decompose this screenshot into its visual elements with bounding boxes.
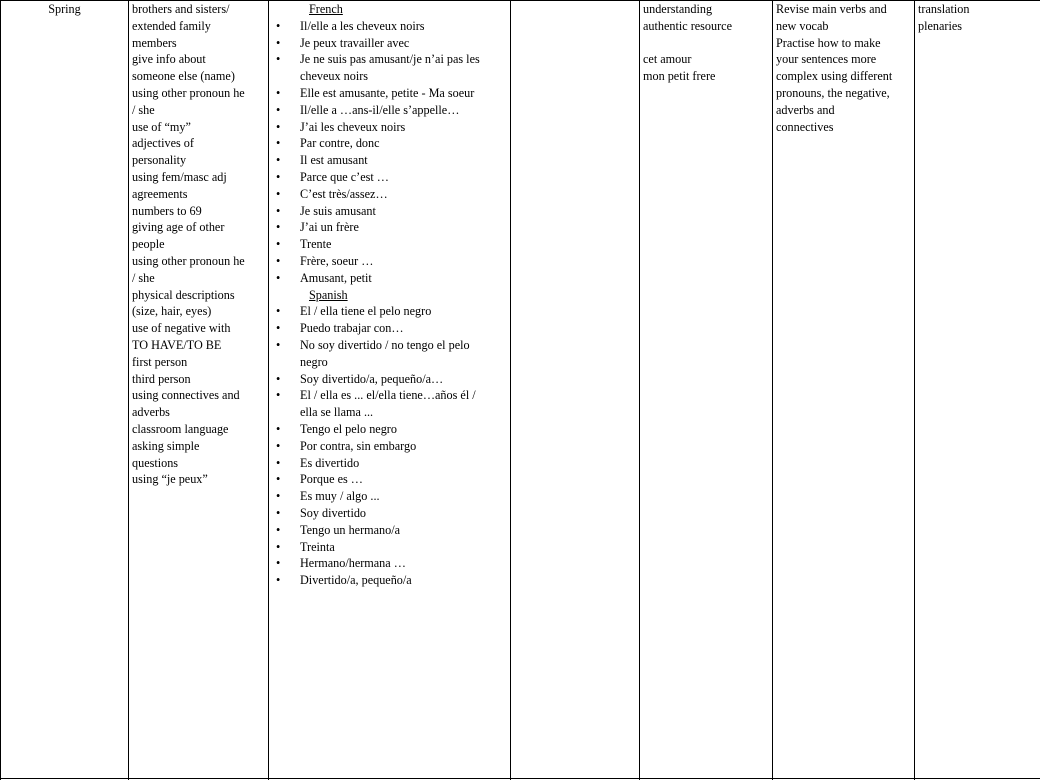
assessment-line: plenaries: [918, 18, 962, 33]
spanish-phrase-text: Tengo el pelo negro: [300, 421, 397, 436]
french-phrase-text: Amusant, petit: [300, 270, 372, 285]
spanish-phrase-text: ella se llama ...: [300, 405, 374, 420]
bullet-icon: •: [276, 388, 281, 403]
spanish-phrase: [270, 421, 508, 438]
french-phrase-list: [270, 18, 508, 287]
activity-line: complex using different: [776, 69, 893, 84]
content-line: / she: [132, 270, 155, 285]
bullet-icon: •: [276, 153, 281, 168]
column-divider: [639, 0, 640, 780]
resource-line: understanding: [643, 2, 713, 16]
bullet-icon: •: [276, 85, 281, 100]
bullet-icon: •: [276, 136, 281, 151]
spanish-phrase-text: El / ella es ... el/ella tiene…años él /: [300, 388, 476, 403]
resource-line: [643, 35, 771, 52]
spanish-phrase: [270, 555, 508, 572]
bullet-icon: •: [276, 169, 281, 184]
content-line: using other pronoun he: [132, 85, 245, 100]
bullet-icon: •: [276, 270, 281, 285]
bullet-icon: •: [276, 371, 281, 386]
content-line: adverbs: [132, 405, 170, 420]
activity-line: pronouns, the negative,: [776, 85, 890, 100]
bullet-icon: •: [276, 203, 281, 218]
table-bottom-border: [0, 778, 1040, 779]
activity-line: Practise how to make: [776, 35, 881, 50]
bullet-icon: •: [276, 539, 281, 554]
activity-line: Revise main verbs and: [776, 2, 887, 16]
french-phrase-text: Frère, soeur …: [300, 253, 374, 268]
spanish-phrase: [270, 539, 508, 556]
column-divider: [268, 0, 269, 780]
content-cell: [132, 1, 267, 488]
bullet-icon: •: [276, 573, 281, 588]
spanish-phrase: [270, 320, 508, 337]
french-phrase-text: Il/elle a les cheveux noirs: [300, 18, 425, 33]
french-phrase: [270, 270, 508, 287]
french-phrase: [270, 119, 508, 136]
content-line: using fem/masc adj: [132, 169, 227, 184]
bullet-icon: •: [276, 220, 281, 235]
spanish-phrase: [270, 572, 508, 589]
bullet-icon: •: [276, 455, 281, 470]
bullet-icon: •: [276, 337, 281, 352]
spanish-phrase: [270, 505, 508, 522]
spanish-phrase-text: Puedo trabajar con…: [300, 321, 404, 336]
bullet-icon: •: [276, 304, 281, 319]
french-phrase: [270, 135, 508, 152]
french-phrase-text: Je peux travailler avec: [300, 35, 410, 50]
content-line: questions: [132, 455, 179, 470]
french-heading: French: [309, 2, 343, 16]
spanish-phrase-text: Porque es …: [300, 472, 363, 487]
content-line: (size, hair, eyes): [132, 304, 212, 319]
content-line: use of negative with: [132, 321, 231, 336]
spanish-phrase-text: No soy divertido / no tengo el pelo: [300, 337, 470, 352]
bullet-icon: •: [276, 321, 281, 336]
bullet-icon: •: [276, 186, 281, 201]
bullet-icon: •: [276, 35, 281, 50]
spanish-phrase-text: Soy divertido/a, pequeño/a…: [300, 371, 444, 386]
spanish-phrase: [270, 471, 508, 488]
resource-line: mon petit frere: [643, 69, 716, 84]
french-phrase-text: cheveux noirs: [300, 69, 369, 84]
spanish-phrase: [270, 303, 508, 320]
spanish-phrase-text: Soy divertido: [300, 505, 367, 520]
spanish-phrase-list: [270, 303, 508, 589]
bullet-icon: •: [276, 489, 281, 504]
column-divider: [914, 0, 915, 780]
content-line: agreements: [132, 186, 188, 201]
language-examples-cell: [270, 1, 508, 589]
resource-line: cet amour: [643, 52, 692, 67]
spanish-phrase: [270, 488, 508, 505]
content-line: third person: [132, 371, 191, 386]
resources-cell: [643, 1, 771, 85]
bullet-icon: •: [276, 237, 281, 252]
bullet-icon: •: [276, 438, 281, 453]
french-phrase-text: J’ai les cheveux noirs: [300, 119, 406, 134]
french-phrase: [270, 169, 508, 186]
content-line: give info about: [132, 52, 206, 67]
french-phrase-text: Il est amusant: [300, 153, 368, 168]
content-line: classroom language: [132, 421, 229, 436]
term-label: Spring: [48, 2, 81, 16]
bullet-icon: •: [276, 472, 281, 487]
french-phrase-text: Je suis amusant: [300, 203, 376, 218]
content-line: brothers and sisters/: [132, 2, 230, 16]
bullet-icon: •: [276, 119, 281, 134]
column-divider: [772, 0, 773, 780]
column-divider: [510, 0, 511, 780]
french-phrase: [270, 35, 508, 52]
content-line: adjectives of: [132, 136, 194, 151]
spanish-phrase-text: El / ella tiene el pelo negro: [300, 304, 432, 319]
french-phrase-text: Par contre, donc: [300, 136, 380, 151]
spanish-phrase: [270, 438, 508, 455]
content-line: use of “my”: [132, 119, 191, 134]
content-line: / she: [132, 102, 155, 117]
bullet-icon: •: [276, 421, 281, 436]
french-phrase-text: Elle est amusante, petite - Ma soeur: [300, 85, 475, 100]
content-line: TO HAVE/TO BE: [132, 337, 222, 352]
french-phrase: [270, 102, 508, 119]
spanish-phrase: [270, 337, 508, 371]
assessment-cell: [918, 1, 1039, 35]
assessment-line: translation: [918, 2, 970, 16]
content-line: someone else (name): [132, 69, 235, 84]
spanish-phrase-text: Divertido/a, pequeño/a: [300, 573, 412, 588]
resource-line: authentic resource: [643, 18, 732, 33]
bullet-icon: •: [276, 522, 281, 537]
spanish-phrase-text: Por contra, sin embargo: [300, 438, 417, 453]
french-phrase-text: J’ai un frère: [300, 220, 359, 235]
bullet-icon: •: [276, 505, 281, 520]
content-line: using “je peux”: [132, 472, 208, 487]
french-phrase: [270, 203, 508, 220]
spanish-phrase: [270, 455, 508, 472]
bullet-icon: •: [276, 52, 281, 67]
spanish-phrase-text: Treinta: [300, 539, 335, 554]
french-phrase-text: Il/elle a …ans-il/elle s’appelle…: [300, 102, 460, 117]
column-divider: [128, 0, 129, 780]
french-phrase: [270, 85, 508, 102]
spanish-phrase-text: negro: [300, 354, 328, 369]
content-line: using other pronoun he: [132, 253, 245, 268]
bullet-icon: •: [276, 102, 281, 117]
term-cell: [1, 1, 128, 18]
french-phrase: [270, 186, 508, 203]
french-phrase: [270, 51, 508, 85]
content-line: numbers to 69: [132, 203, 202, 218]
spanish-phrase-text: Es divertido: [300, 455, 360, 470]
french-phrase-text: Trente: [300, 237, 332, 252]
french-phrase: [270, 236, 508, 253]
spanish-phrase-text: Es muy / algo ...: [300, 489, 380, 504]
column-divider: [0, 0, 1, 780]
french-phrase-text: Parce que c’est …: [300, 169, 389, 184]
french-phrase: [270, 253, 508, 270]
bullet-icon: •: [276, 556, 281, 571]
french-phrase: [270, 219, 508, 236]
activity-line: connectives: [776, 119, 834, 134]
bullet-icon: •: [276, 253, 281, 268]
french-phrase: [270, 18, 508, 35]
spanish-phrase: [270, 522, 508, 539]
content-line: using connectives and: [132, 388, 240, 403]
activity-line: your sentences more: [776, 52, 877, 67]
french-phrase-text: Je ne suis pas amusant/je n’ai pas les: [300, 52, 480, 67]
content-line: asking simple: [132, 438, 200, 453]
content-line: physical descriptions: [132, 287, 235, 302]
content-line: giving age of other: [132, 220, 225, 235]
spanish-heading: Spanish: [309, 287, 348, 302]
activity-line: adverbs and: [776, 102, 835, 117]
activities-cell: [776, 1, 913, 135]
content-line: first person: [132, 354, 188, 369]
spanish-phrase: [270, 387, 508, 421]
content-line: members: [132, 35, 177, 50]
spanish-phrase: [270, 371, 508, 388]
content-line: people: [132, 237, 165, 252]
french-phrase: [270, 152, 508, 169]
content-line: extended family: [132, 18, 211, 33]
content-line: personality: [132, 153, 187, 168]
spanish-phrase-text: Hermano/hermana …: [300, 556, 406, 571]
bullet-icon: •: [276, 18, 281, 33]
spanish-phrase-text: Tengo un hermano/a: [300, 522, 400, 537]
activity-line: new vocab: [776, 18, 829, 33]
french-phrase-text: C’est très/assez…: [300, 186, 388, 201]
